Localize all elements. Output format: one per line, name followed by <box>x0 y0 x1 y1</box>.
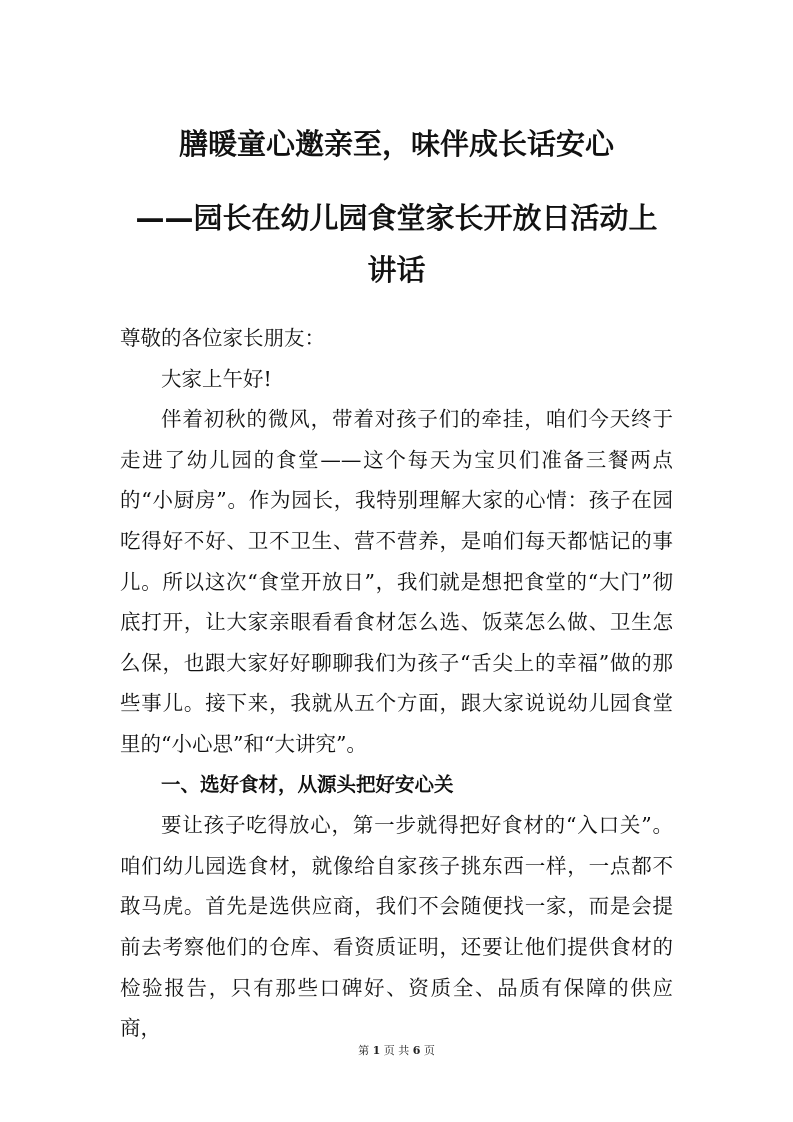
salutation: 尊敬的各位家长朋友： <box>120 326 325 350</box>
page-label-prefix: 第 <box>358 1044 370 1057</box>
page-label-mid: 页 共 <box>383 1044 410 1057</box>
total-pages-number: 6 <box>412 1044 421 1057</box>
current-page-number: 1 <box>372 1044 381 1057</box>
paragraph-intro: 伴着初秋的微风，带着对孩子们的牵挂，咱们今天终于走进了幼儿园的食堂——这个每天为宝贝们准备三餐两点的“小厨房”。作为园长，我特别理解大家的心情：孩子在园吃得好不好、卫不卫生、营不营养，是咱们每天都惦记的事儿。所以这次“食堂开放日”，我们就是想把食堂的“大门”彻底打开，让大家亲眼看看食材怎么选、饭菜怎么做、卫生怎么保，也跟大家好好聊聊我们为孩子“舌尖上的幸福”做的那些事儿。接下来，我就从五个方面，跟大家说说幼儿园食堂里的“小心思”和“大讲究”。 <box>120 407 673 756</box>
page-footer <box>0 1044 793 1058</box>
document-subtitle-line2: 讲话 <box>367 253 426 287</box>
document-subtitle-line1: ——园长在幼儿园食堂家长开放日活动上 <box>135 201 658 235</box>
document-body <box>120 318 673 1049</box>
greeting: 大家上午好! <box>161 366 272 391</box>
document-title: 膳暖童心邀亲至，味伴成长话安心 <box>178 127 614 161</box>
paragraph-ingredients: 要让孩子吃得放心，第一步就得把好食材的“入口关”。咱们幼儿园选食材，就像给自家孩子挑东西一样，一点都不敢马虎。首先是选供应商，我们不会随便找一家，而是会提前去考察他们的仓库、看资质证明，还要让他们提供食材的检验报告，只有那些口碑好、资质全、品质有保障的供应商， <box>120 813 673 1041</box>
page-label-suffix: 页 <box>423 1044 435 1057</box>
section-heading-1: 一、选好食材，从源头把好安心关 <box>161 772 454 796</box>
